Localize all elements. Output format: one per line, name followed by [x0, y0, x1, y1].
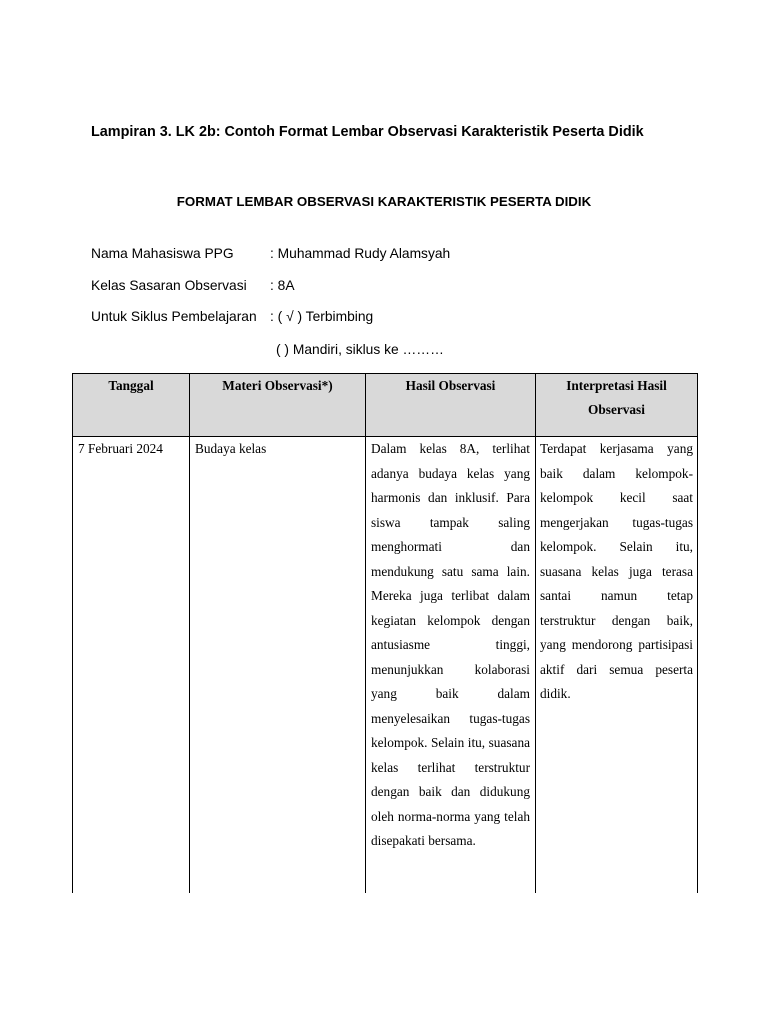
- appendix-heading: Lampiran 3. LK 2b: Contoh Format Lembar Observasi Karakteristik Peserta Didik: [91, 124, 644, 140]
- cell-tanggal: 7 Februari 2024: [78, 441, 163, 456]
- cell-interpretasi: Terdapat kerjasama yang baik dalam kelompok-kelompok kecil saat mengerjakan tugas-tugas kelompok. Selain itu, suasana kelas juga terasa santai namun tetap terstruktur dengan baik, yang mendorong partisipasi aktif dari semua peserta didik.: [540, 441, 693, 701]
- table-border-header: [72, 436, 698, 437]
- header-hasil: [366, 374, 535, 436]
- table-border-col2: [365, 373, 366, 893]
- header-interpretasi: [536, 374, 697, 436]
- siklus-value: : ( √ ) Terbimbing: [270, 309, 374, 324]
- header-materi-text: Materi Observasi*): [222, 378, 333, 393]
- siklus-mandiri: ( ) Mandiri, siklus ke ………: [276, 342, 444, 357]
- table-border-left: [72, 373, 73, 893]
- table-border-right: [697, 373, 698, 893]
- nama-label: Nama Mahasiswa PPG: [91, 246, 234, 261]
- table-border-col1: [189, 373, 190, 893]
- header-tanggal-text: Tanggal: [108, 378, 154, 393]
- header-materi: [190, 374, 365, 436]
- siklus-label: Untuk Siklus Pembelajaran: [91, 309, 257, 324]
- observation-table: [72, 373, 698, 893]
- cell-hasil: Dalam kelas 8A, terlihat adanya budaya kelas yang harmonis dan inklusif. Para siswa tampak saling menghormati dan mendukung satu sama lain. Mereka juga terlibat dalam kegiatan kelompok dengan antusiasme tinggi, menunjukkan kolaborasi yang baik dalam menyelesaikan tugas-tugas kelompok. Selain itu, suasana kelas terlihat terstruktur dengan baik dan didukung oleh norma-norma yang telah disepakati bersama.: [371, 441, 530, 848]
- cell-materi: Budaya kelas: [195, 441, 267, 456]
- header-interpretasi-line2: Observasi: [588, 402, 645, 417]
- table-border-col3: [535, 373, 536, 893]
- form-title: FORMAT LEMBAR OBSERVASI KARAKTERISTIK PESERTA DIDIK: [176, 194, 592, 209]
- kelas-label: Kelas Sasaran Observasi: [91, 278, 247, 293]
- header-tanggal: [73, 374, 189, 436]
- header-interpretasi-line1: Interpretasi Hasil: [566, 378, 667, 393]
- nama-value: : Muhammad Rudy Alamsyah: [270, 246, 451, 261]
- table-border-top: [72, 373, 698, 374]
- kelas-value: : 8A: [270, 278, 295, 293]
- header-hasil-text: Hasil Observasi: [405, 378, 496, 393]
